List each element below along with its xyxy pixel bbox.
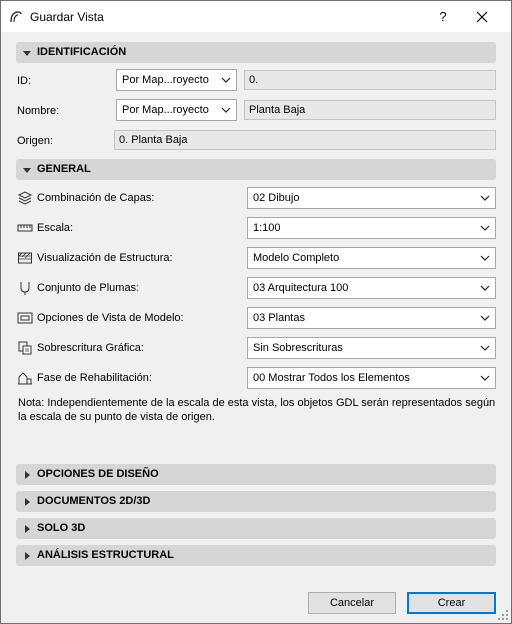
select-value: 00 Mostrar Todos los Elementos — [253, 372, 410, 384]
row-label: Sobrescritura Gráfica: — [37, 342, 144, 354]
chevron-down-icon — [221, 77, 231, 83]
chevron-down-icon — [221, 107, 231, 113]
expand-triangle-icon — [23, 471, 31, 479]
nombre-label: Nombre: — [17, 105, 60, 117]
capas-select[interactable] — [247, 187, 496, 209]
select-value: 1:100 — [253, 222, 281, 234]
chevron-down-icon — [480, 345, 490, 351]
section-analisis-estructural[interactable] — [16, 545, 496, 566]
section-label: ANÁLISIS ESTRUCTURAL — [37, 549, 174, 561]
chevron-down-icon — [480, 225, 490, 231]
collapse-triangle-icon — [23, 49, 31, 57]
select-value: Sin Sobrescrituras — [253, 342, 343, 354]
layers-icon — [17, 190, 33, 206]
id-mode-select[interactable] — [116, 69, 237, 91]
collapse-triangle-icon — [23, 166, 31, 174]
select-value: 03 Plantas — [253, 312, 305, 324]
section-label: DOCUMENTOS 2D/3D — [37, 495, 151, 507]
row-label: Combinación de Capas: — [37, 192, 155, 204]
select-value: Modelo Completo — [253, 252, 340, 264]
plumas-select[interactable] — [247, 277, 496, 299]
sobrescritura-select[interactable] — [247, 337, 496, 359]
section-label: SOLO 3D — [37, 522, 86, 534]
vista-modelo-select[interactable] — [247, 307, 496, 329]
title-bar — [1, 1, 511, 32]
resize-grip-icon[interactable] — [497, 609, 509, 621]
ruler-icon — [17, 220, 33, 236]
id-mode-value: Por Map...royecto — [122, 74, 209, 86]
archicad-icon — [8, 9, 24, 25]
nombre-mode-value: Por Map...royecto — [122, 104, 209, 116]
section-label: GENERAL — [37, 163, 91, 175]
section-identificacion[interactable] — [16, 42, 496, 63]
window-title: Guardar Vista — [30, 10, 104, 24]
id-label: ID: — [17, 75, 32, 87]
chevron-down-icon — [480, 255, 490, 261]
select-value: 03 Arquitectura 100 — [253, 282, 349, 294]
section-label: OPCIONES DE DISEÑO — [37, 468, 159, 480]
model-view-icon — [17, 310, 33, 326]
escala-select[interactable] — [247, 217, 496, 239]
expand-triangle-icon — [23, 525, 31, 533]
expand-triangle-icon — [23, 552, 31, 560]
expand-triangle-icon — [23, 498, 31, 506]
structure-icon — [17, 250, 33, 266]
rehabilitacion-select[interactable] — [247, 367, 496, 389]
row-label: Visualización de Estructura: — [37, 252, 173, 264]
section-opciones-diseno[interactable] — [16, 464, 496, 485]
chevron-down-icon — [480, 195, 490, 201]
select-value: 02 Dibujo — [253, 192, 300, 204]
section-general[interactable] — [16, 159, 496, 180]
row-label: Escala: — [37, 222, 74, 234]
renovation-icon — [17, 370, 33, 386]
origen-label: Origen: — [17, 135, 54, 147]
section-solo-3d[interactable] — [16, 518, 496, 539]
row-label: Conjunto de Plumas: — [37, 282, 140, 294]
chevron-down-icon — [480, 285, 490, 291]
chevron-down-icon — [480, 375, 490, 381]
override-icon — [17, 340, 33, 356]
id-field[interactable]: 0. — [244, 70, 496, 90]
nombre-mode-select[interactable] — [116, 99, 237, 121]
row-label: Opciones de Vista de Modelo: — [37, 312, 184, 324]
section-documentos[interactable] — [16, 491, 496, 512]
row-label: Fase de Rehabilitación: — [37, 372, 152, 384]
estructura-select[interactable] — [247, 247, 496, 269]
chevron-down-icon — [480, 315, 490, 321]
origen-field: 0. Planta Baja — [114, 130, 496, 150]
gdl-scale-note: Nota: Independientemente de la escala de esta vista, los objetos GDL serán representados según la escala de su punto de vista de origen. — [18, 397, 496, 423]
pen-icon — [17, 280, 33, 296]
create-button[interactable]: Crear — [407, 592, 496, 614]
help-button[interactable]: ? — [439, 9, 447, 24]
cancel-button[interactable]: Cancelar — [308, 592, 396, 614]
section-label: IDENTIFICACIÓN — [37, 46, 127, 58]
nombre-field[interactable]: Planta Baja — [244, 100, 496, 120]
close-icon[interactable] — [471, 6, 493, 28]
